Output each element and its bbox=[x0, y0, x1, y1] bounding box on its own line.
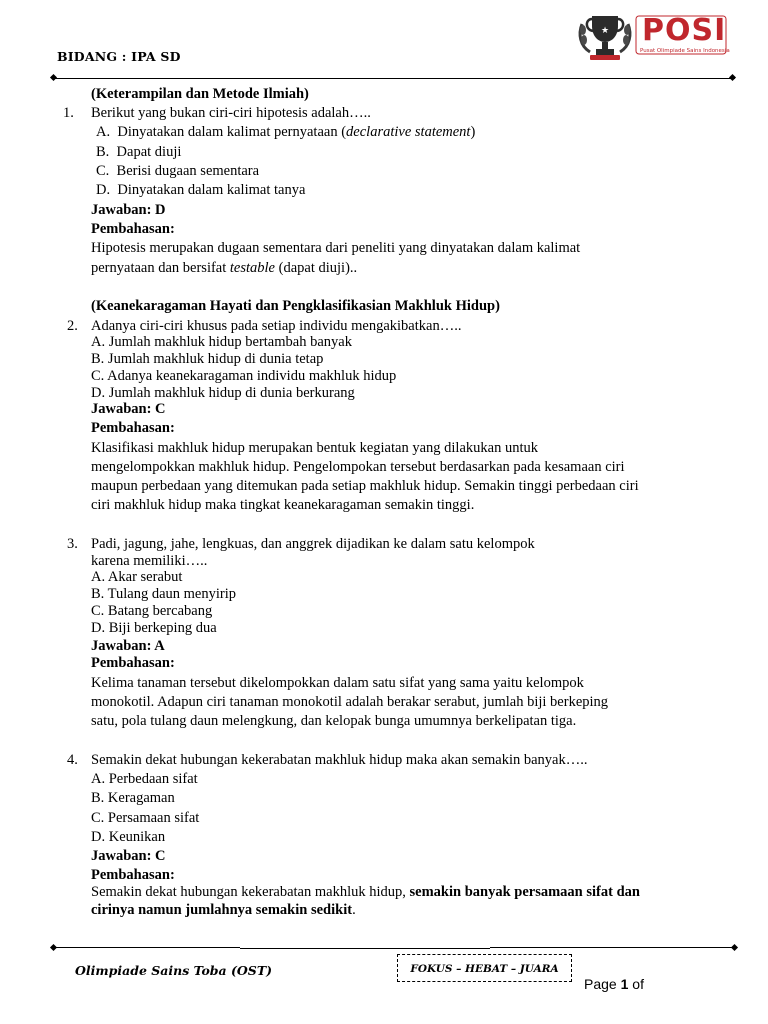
brand-wordmark: POSI bbox=[642, 13, 727, 48]
option-c: C. Adanya keanekaragaman individu makhluk hidup bbox=[91, 368, 397, 384]
discussion-text: Hipotesis merupakan dugaan sementara dari peneliti yang dinyatakan dalam kalimat bbox=[91, 240, 581, 256]
option-b: B. Jumlah makhluk hidup di dunia tetap bbox=[91, 351, 324, 367]
option-d: D. Keunikan bbox=[91, 829, 166, 845]
discussion-text: ciri makhluk hidup maka tingkat keanekaragaman semakin tinggi. bbox=[91, 497, 475, 513]
option-b: B. Dapat diuji bbox=[96, 144, 182, 160]
answer-label: Jawaban: D bbox=[91, 202, 166, 218]
discussion-text: monokotil. Adapun ciri tanaman monokotil adalah berakar serabut, jumlah biji berkeping bbox=[91, 694, 609, 710]
option-c: C. Batang bercabang bbox=[91, 603, 213, 619]
question-text: Semakin dekat hubungan kekerabatan makhluk hidup maka akan semakin banyak….. bbox=[91, 752, 588, 768]
option-a: A. Akar serabut bbox=[91, 569, 183, 585]
answer-label: Jawaban: C bbox=[91, 848, 166, 864]
discussion-text: cirinya namun jumlahnya semakin sedikit. bbox=[91, 902, 356, 918]
answer-label: Jawaban: C bbox=[91, 401, 166, 417]
option-d: D. Dinyatakan dalam kalimat tanya bbox=[96, 182, 306, 198]
topic-heading: (Keanekaragaman Hayati dan Pengklasifikasian Makhluk Hidup) bbox=[91, 298, 500, 314]
discussion-text: mengelompokkan makhluk hidup. Pengelompokan tersebut berdasarkan pada kesamaan ciri bbox=[91, 459, 625, 475]
option-b: B. Keragaman bbox=[91, 790, 175, 806]
option-c: C. Persamaan sifat bbox=[91, 810, 200, 826]
discussion-label: Pembahasan: bbox=[91, 655, 175, 671]
question-text: Adanya ciri-ciri khusus pada setiap individu mengakibatkan….. bbox=[91, 318, 462, 334]
topic-heading: (Keterampilan dan Metode Ilmiah) bbox=[91, 86, 309, 102]
question-number: 1. bbox=[63, 105, 74, 121]
footer-event: Olimpiade Sains Toba (OST) bbox=[75, 963, 273, 978]
discussion-text: pernyataan dan bersifat testable (dapat diuji).. bbox=[91, 260, 358, 276]
option-d: D. Jumlah makhluk hidup di dunia berkurang bbox=[91, 385, 355, 401]
option-a: A. Perbedaan sifat bbox=[91, 771, 198, 787]
question-text: Padi, jagung, jahe, lengkuas, dan anggrek dijadikan ke dalam satu kelompok bbox=[91, 536, 535, 552]
option-a: A. Jumlah makhluk hidup bertambah banyak bbox=[91, 334, 352, 350]
option-c: C. Berisi dugaan sementara bbox=[96, 163, 260, 179]
footer-rule bbox=[55, 947, 240, 948]
rule-diamond-right bbox=[729, 74, 736, 81]
brand-tagline: Pusat Olimpiade Sains Indonesia bbox=[640, 48, 730, 54]
question-number: 2. bbox=[67, 318, 78, 334]
footer-motto: FOKUS – HEBAT – JUARA bbox=[397, 954, 572, 982]
discussion-text: satu, pola tulang daun melengkung, dan kelopak bunga umumnya berkelipatan tiga. bbox=[91, 713, 577, 729]
svg-text:★: ★ bbox=[600, 26, 610, 36]
question-number: 4. bbox=[67, 752, 78, 768]
discussion-text: maupun perbedaan yang ditemukan pada setiap makhluk hidup. Semakin tinggi perbedaan ciri bbox=[91, 478, 639, 494]
header-rule bbox=[55, 78, 735, 79]
discussion-label: Pembahasan: bbox=[91, 420, 175, 436]
discussion-text: Klasifikasi makhluk hidup merupakan bentuk kegiatan yang dilakukan untuk bbox=[91, 440, 538, 456]
option-a: A. Dinyatakan dalam kalimat pernyataan (declarative statement) bbox=[96, 124, 476, 140]
footer-rule bbox=[240, 948, 490, 949]
discussion-text: Semakin dekat hubungan kekerabatan makhluk hidup, semakin banyak persamaan sifat dan bbox=[91, 884, 640, 900]
footer-rule bbox=[490, 947, 735, 948]
discussion-label: Pembahasan: bbox=[91, 867, 175, 883]
answer-label: Jawaban: A bbox=[91, 638, 165, 654]
option-d: D. Biji berkeping dua bbox=[91, 620, 217, 636]
discussion-text: Kelima tanaman tersebut dikelompokkan dalam satu sifat yang sama yaitu kelompok bbox=[91, 675, 584, 691]
question-text: karena memiliki….. bbox=[91, 553, 208, 569]
question-text: Berikut yang bukan ciri-ciri hipotesis adalah….. bbox=[91, 105, 371, 121]
rule-diamond-right bbox=[731, 944, 738, 951]
question-number: 3. bbox=[67, 536, 78, 552]
field-label: BIDANG : IPA SD bbox=[57, 49, 181, 64]
posi-logo bbox=[576, 10, 728, 62]
page-number: Page 1 of bbox=[584, 976, 644, 992]
discussion-label: Pembahasan: bbox=[91, 221, 175, 237]
option-b: B. Tulang daun menyirip bbox=[91, 586, 237, 602]
